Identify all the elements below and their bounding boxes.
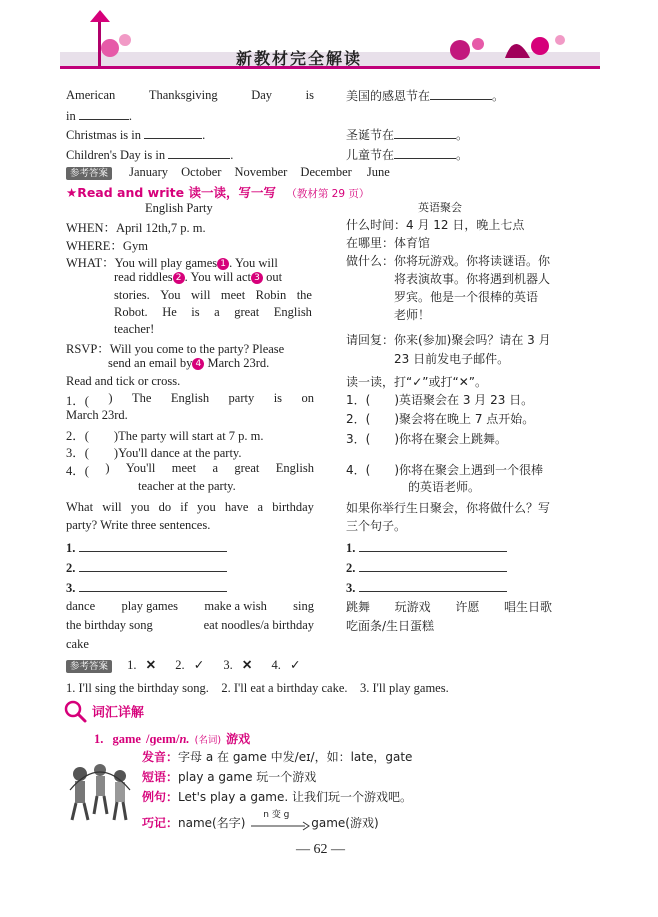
tip-label: 巧记：	[142, 816, 179, 830]
word: is	[305, 88, 314, 102]
answer: June	[366, 165, 390, 179]
instruction-en: Read and tick or cross.	[66, 374, 181, 388]
line-num: 2.	[346, 561, 356, 575]
tip-from: name(名字)	[178, 816, 246, 830]
word: you	[196, 500, 216, 514]
word: will	[190, 288, 211, 302]
answer-badge: 参考答案	[66, 167, 112, 180]
cn-title: 英语聚会	[418, 201, 462, 214]
marker: 3	[251, 272, 263, 284]
rsvp-en-2	[108, 356, 269, 371]
answer: October	[181, 165, 222, 179]
q1-cn: 1．( )英语聚会在 3 月 23 日。	[346, 393, 534, 407]
rw-answers	[66, 657, 300, 673]
marker: 4	[192, 358, 204, 370]
children-illustration	[66, 760, 132, 824]
question-en-2: party? Write three sentences.	[66, 518, 211, 532]
word: birthday	[272, 500, 314, 514]
months-line1b-en: in .	[66, 109, 132, 123]
text: . You will	[229, 256, 278, 270]
word: stories.	[114, 288, 150, 302]
text: . You will act	[184, 270, 251, 284]
q4-cn-b: 的英语老师。	[408, 480, 481, 494]
word: meet	[171, 461, 197, 475]
answer-blank[interactable]	[394, 146, 456, 159]
what-en-2	[114, 270, 282, 285]
question-en-1	[66, 500, 314, 515]
entry-meaning: 游戏	[226, 732, 251, 746]
write-line-2-cn[interactable]	[346, 559, 507, 576]
vocab-title: 词汇详解	[91, 705, 144, 721]
answer: ✓	[193, 658, 205, 672]
marker: 1	[217, 258, 229, 270]
childrens-en: Children's Day is in .	[66, 148, 234, 162]
word: if	[180, 500, 188, 514]
pron-row	[142, 748, 412, 765]
word: do	[158, 500, 172, 514]
word: the	[296, 288, 312, 302]
word: Robin	[255, 288, 287, 302]
word: eat noodles/a birthday	[203, 618, 314, 632]
vocab-entry	[94, 728, 250, 747]
word: 唱生日歌	[503, 600, 552, 614]
q2-en: 2．( )The party will start at 7 p. m.	[66, 429, 264, 443]
word: English	[273, 305, 312, 319]
line-num: 1.	[66, 541, 76, 555]
months-line1-cn: 美国的感恩节在 。	[346, 89, 505, 103]
q4-en	[66, 461, 314, 479]
text: Children's Day is in	[66, 148, 166, 162]
when-cn: 什么时间：4 月 12 日，晚上七点	[346, 218, 525, 232]
word: meet	[220, 288, 246, 302]
word: great	[234, 305, 260, 319]
entry-num: 1.	[94, 732, 104, 746]
line-num: 2.	[66, 561, 76, 575]
write-line-2-en[interactable]	[66, 559, 227, 576]
write-line-3-en[interactable]	[66, 579, 227, 596]
pron-label: 发音：	[142, 750, 179, 764]
pron-text: 字母 a 在 game 中发/eɪ/，如：late，gate	[178, 750, 413, 764]
text: 美国的感恩节在	[346, 89, 431, 103]
answer-blank[interactable]	[168, 146, 230, 159]
answer: 3.	[223, 658, 233, 672]
what-cn-1: 做什么：你将玩游戏。你将读谜语。你	[346, 254, 551, 268]
tip-arrow-label: n 变 g	[263, 809, 290, 820]
en-title: English Party	[145, 201, 213, 215]
months-answers	[66, 165, 390, 180]
words-cn-2: 吃面条/生日蛋糕	[346, 619, 435, 633]
when-en: WHEN：April 12th,7 p. m.	[66, 221, 206, 235]
text: 儿童节在	[346, 148, 395, 162]
q1-en	[66, 391, 314, 409]
tip-arrow	[249, 809, 311, 831]
word: a	[257, 500, 264, 514]
word: sing	[293, 599, 314, 613]
word: English	[275, 461, 314, 475]
arrow-right-icon	[249, 819, 311, 833]
q4-cn-a: 4．( )你将在聚会上遇到一个很棒	[346, 463, 543, 477]
instruction-cn: 读一读，打“✓”或打“✕”。	[346, 375, 487, 389]
answer-blank[interactable]	[430, 87, 492, 100]
entry-word: game	[112, 732, 141, 746]
words-en-1	[66, 599, 314, 614]
text: out	[262, 270, 283, 284]
answer-blank[interactable]	[79, 107, 129, 120]
q2-cn: 2．( )聚会将在晚上 7 点开始。	[346, 412, 535, 426]
marker: 2	[173, 272, 185, 284]
answer-badge: 参考答案	[66, 660, 112, 673]
words-en-2	[66, 618, 314, 633]
words-en-3: cake	[66, 637, 89, 651]
text: March 23rd.	[204, 356, 270, 370]
word: He	[162, 305, 177, 319]
section-source: （教材第 29 页）	[286, 188, 370, 200]
word: dance	[66, 599, 96, 613]
write-line-1-en[interactable]	[66, 539, 227, 556]
answer: ✕	[145, 658, 157, 672]
write-line-1-cn[interactable]	[346, 539, 507, 556]
write-line-3-cn[interactable]	[346, 579, 507, 596]
word: party	[228, 391, 255, 405]
vocab-heading	[62, 698, 144, 724]
word: 跳舞	[346, 600, 371, 614]
question-cn-2: 三个句子。	[346, 519, 407, 533]
what-en-1	[66, 253, 278, 271]
words-cn-1	[346, 598, 552, 615]
word: great	[234, 461, 260, 475]
text: send an email by	[108, 356, 193, 370]
q4-en-b: teacher at the party.	[138, 479, 236, 493]
text: 圣诞节在	[346, 128, 395, 142]
word: Thanksgiving	[148, 88, 218, 102]
word: a	[212, 461, 218, 475]
q3-cn: 3．( )你将在聚会上跳舞。	[346, 432, 507, 446]
answer: November	[234, 165, 288, 179]
text: WHAT：You will play games	[66, 256, 218, 270]
answer: 4.	[271, 658, 281, 672]
rw-answer-sentences: 1. I'll sing the birthday song. 2. I'll eat a birthday cake. 3. I'll play games.	[66, 681, 449, 695]
rsvp-cn-2: 23 日前发电子邮件。	[394, 352, 510, 366]
word: 1．(	[66, 394, 89, 408]
answer: 2.	[175, 658, 185, 672]
what-en-3	[114, 288, 312, 303]
question-cn-1: 如果你举行生日聚会，你将做什么？写	[346, 501, 551, 515]
word: on	[301, 391, 314, 405]
answer-blank[interactable]	[79, 579, 227, 592]
word: 4．(	[66, 464, 89, 478]
christmas-cn: 圣诞节在 。	[346, 128, 469, 142]
q3-en: 3．( )You'll dance at the party.	[66, 446, 242, 460]
word: have	[224, 500, 249, 514]
answer: January	[129, 165, 169, 179]
word: American	[66, 88, 116, 102]
phrase-row	[142, 768, 316, 785]
word: you	[130, 500, 150, 514]
word: What	[66, 500, 94, 514]
months-line1-en	[66, 88, 314, 103]
childrens-cn: 儿童节在 。	[346, 148, 469, 162]
what-cn-2: 将表演故事。你将遇到机器人	[394, 272, 551, 286]
word: the birthday song	[66, 618, 153, 632]
answer: ✓	[289, 658, 301, 672]
word: is	[273, 391, 283, 405]
word: is	[191, 305, 200, 319]
section-title: ★Read and write 读一读，写一写	[66, 185, 276, 200]
entry-pos: n.	[179, 732, 190, 746]
answer-blank[interactable]	[359, 539, 507, 552]
where-en: WHERE：Gym	[66, 239, 148, 253]
text: Christmas is in	[66, 128, 142, 142]
word: )	[108, 391, 113, 405]
text: read riddles	[114, 270, 173, 284]
where-cn: 在哪里：体育馆	[346, 236, 431, 250]
tip-to: game(游戏)	[311, 816, 379, 830]
magnifier-icon	[62, 698, 88, 724]
phrase-text: play a game 玩一个游戏	[178, 770, 317, 784]
word: Robot.	[114, 305, 148, 319]
answer: ✕	[241, 658, 253, 672]
answer: 1.	[127, 658, 137, 672]
answer-blank[interactable]	[79, 559, 227, 572]
answer-blank[interactable]	[359, 579, 507, 592]
what-en-4	[114, 305, 312, 320]
entry-pos-cn: (名词)	[194, 735, 222, 746]
what-en-5: teacher!	[114, 322, 155, 336]
line-num: 3.	[66, 581, 76, 595]
what-cn-3: 罗宾。他是一个很棒的英语	[394, 290, 539, 304]
line-num: 1.	[346, 541, 356, 555]
word: a	[214, 305, 220, 319]
word: will	[102, 500, 122, 514]
example-row	[142, 788, 412, 805]
word: The	[132, 391, 152, 405]
rsvp-cn-1: 请回复：你来(参加)聚会吗？请在 3 月	[346, 333, 551, 347]
line-num: 3.	[346, 581, 356, 595]
tip-row	[142, 809, 379, 831]
answer-blank[interactable]	[359, 559, 507, 572]
christmas-en: Christmas is in .	[66, 128, 206, 142]
header-banner	[0, 0, 658, 80]
word: play games	[121, 599, 179, 613]
word: in	[66, 109, 76, 123]
what-cn-4: 老师！	[394, 308, 431, 322]
phrase-label: 短语：	[142, 770, 179, 784]
page-title: 新教材完全解读	[236, 49, 363, 68]
example-label: 例句：	[142, 790, 179, 804]
word: 许愿	[455, 600, 480, 614]
answer-blank[interactable]	[144, 126, 202, 139]
answer: December	[300, 165, 352, 179]
answer-blank[interactable]	[394, 126, 456, 139]
word: English	[170, 391, 210, 405]
word: 玩游戏	[394, 600, 431, 614]
page-number: — 62 —	[296, 842, 345, 857]
q1-en-b: March 23rd.	[66, 408, 128, 422]
word: You	[160, 288, 181, 302]
rsvp-en-1: RSVP：Will you come to the party? Please	[66, 342, 285, 356]
example-text: Let's play a game. 让我们玩一个游戏吧。	[178, 790, 413, 804]
word: Day	[251, 88, 273, 102]
word: make a wish	[204, 599, 267, 613]
answer-blank[interactable]	[79, 539, 227, 552]
word: )	[105, 461, 110, 475]
section-heading	[66, 183, 369, 201]
entry-phonetic: /ɡeɪm/	[146, 732, 180, 746]
word: You'll	[125, 461, 156, 475]
